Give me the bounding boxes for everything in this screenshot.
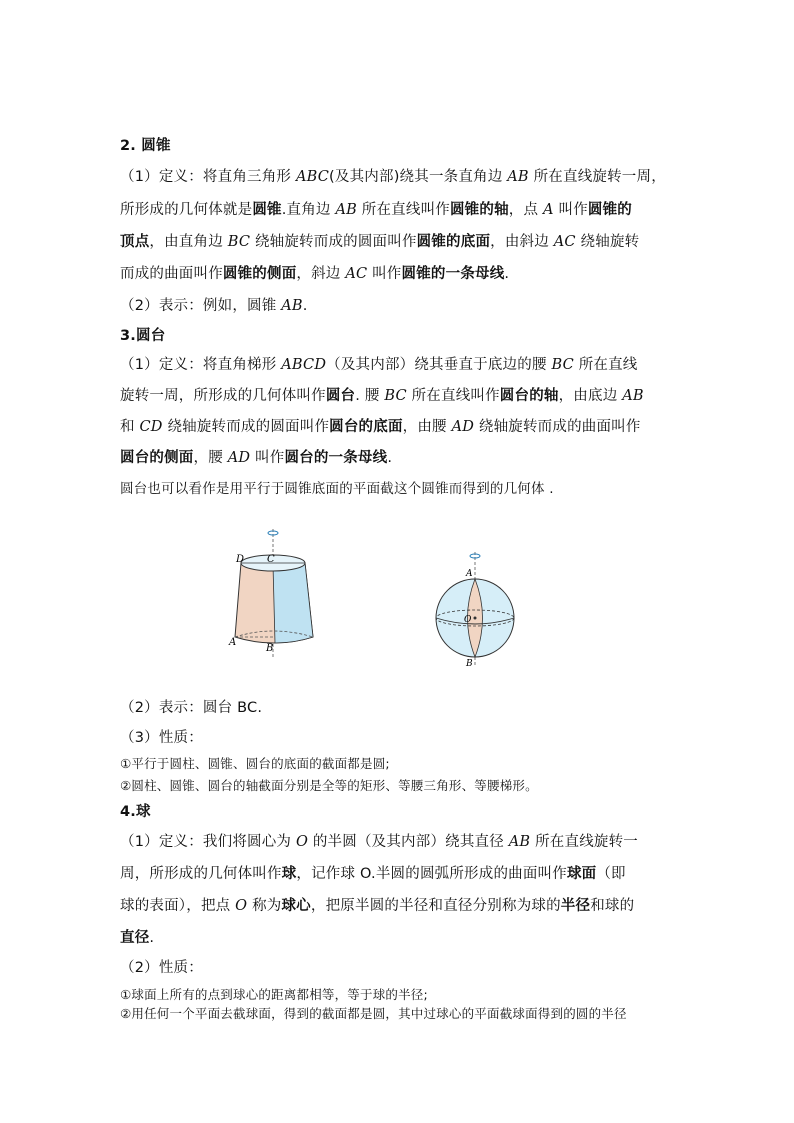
label-O: O bbox=[464, 615, 472, 625]
frustum-figure bbox=[225, 525, 325, 660]
sphere-property-1: ①球面上所有的点到球心的距离都相等，等于球的半径; bbox=[120, 987, 428, 1002]
section-heading-cone: 2. 圆锥 bbox=[120, 138, 171, 154]
frustum-representation: （2）表示：圆台 BC. bbox=[120, 700, 263, 716]
section-heading-sphere: 4.球 bbox=[120, 804, 151, 820]
sphere-def-line-1: （1）定义：我们将圆心为 O 的半圆（及其内部）绕其直径 AB 所在直线旋转一 bbox=[120, 834, 638, 850]
frustum-note: 圆台也可以看作是用平行于圆锥底面的平面截这个圆锥而得到的几何体 . bbox=[120, 481, 554, 497]
frustum-property-1: ①平行于圆柱、圆锥、圆台的底面的截面都是圆; bbox=[120, 756, 390, 771]
frustum-def-line-2: 旋转一周，所形成的几何体叫作圆台. 腰 BC 所在直线叫作圆台的轴，由底边 AB bbox=[120, 388, 644, 404]
cone-def-line-2: 所形成的几何体就是圆锥.直角边 AB 所在直线叫作圆锥的轴，点 A 叫作圆锥的 bbox=[120, 202, 633, 218]
sphere-def-line-2: 周，所形成的几何体叫作球，记作球 O.半圆的圆弧所形成的曲面叫作球面（即 bbox=[120, 866, 626, 882]
cone-representation: （2）表示：例如，圆锥 AB. bbox=[120, 298, 308, 314]
cone-def-line-1: （1）定义：将直角三角形 ABC(及其内部)绕其一条直角边 AB 所在直线旋转一周， bbox=[120, 169, 666, 185]
section-heading-frustum: 3.圆台 bbox=[120, 328, 166, 344]
label-A: A bbox=[229, 637, 237, 648]
cone-def-line-3: 顶点，由直角边 BC 绕轴旋转而成的圆面叫作圆锥的底面，由斜边 AC 绕轴旋转 bbox=[120, 234, 640, 250]
frustum-def-line-1: （1）定义：将直角梯形 ABCD（及其内部）绕其垂直于底边的腰 BC 所在直线 bbox=[120, 357, 638, 373]
label-C: C bbox=[267, 554, 275, 565]
sphere-def-line-4: 直径. bbox=[120, 930, 155, 946]
sphere-property-2: ②用任何一个平面去截球面，得到的截面都是圆，其中过球心的平面截球面得到的圆的半径 bbox=[120, 1006, 627, 1021]
label-B: B bbox=[266, 643, 274, 654]
label-D: D bbox=[236, 554, 245, 565]
label-A: A bbox=[466, 569, 473, 579]
label-B: B bbox=[466, 659, 473, 669]
frustum-properties-heading: （3）性质： bbox=[120, 730, 203, 746]
frustum-def-line-4: 圆台的侧面，腰 AD 叫作圆台的一条母线. bbox=[120, 450, 393, 466]
sphere-figure bbox=[428, 548, 523, 670]
cone-def-line-4: 而成的曲面叫作圆锥的侧面，斜边 AC 叫作圆锥的一条母线. bbox=[120, 266, 510, 282]
sphere-properties-heading: （2）性质： bbox=[120, 960, 203, 976]
sphere-def-line-3: 球的表面），把点 O 称为球心，把原半圆的半径和直径分别称为球的半径和球的 bbox=[120, 898, 635, 914]
frustum-def-line-3: 和 CD 绕轴旋转而成的圆面叫作圆台的底面，由腰 AD 绕轴旋转而成的曲面叫作 bbox=[120, 419, 641, 435]
frustum-property-2: ②圆柱、圆锥、圆台的轴截面分别是全等的矩形、等腰三角形、等腰梯形。 bbox=[120, 778, 538, 793]
